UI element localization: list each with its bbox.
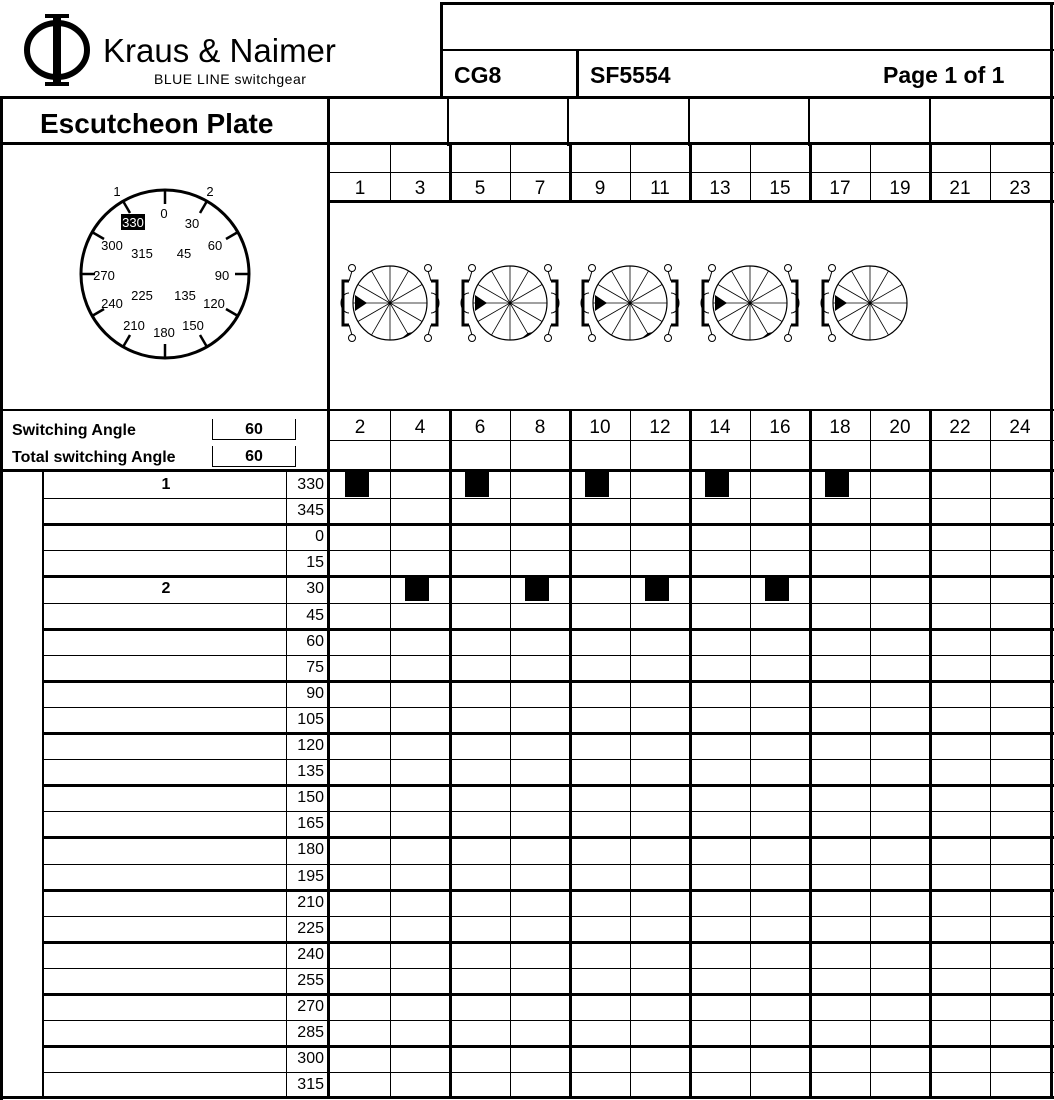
position-label: 1 xyxy=(161,476,171,493)
cam-contact-diagram xyxy=(581,265,679,342)
contact-closed-marker xyxy=(405,576,429,601)
dial-angle-label: 150 xyxy=(182,318,204,333)
angle-value: 15 xyxy=(306,554,324,572)
grid-line xyxy=(929,142,932,203)
grid-line xyxy=(569,142,572,203)
contact-closed-marker xyxy=(825,472,849,497)
grid-line xyxy=(42,811,1054,812)
dial-angle-label: 120 xyxy=(203,296,225,311)
contact-closed-marker xyxy=(705,472,729,497)
program-row xyxy=(0,942,1054,968)
dial-angle-label: 45 xyxy=(176,246,192,261)
contact-number-bottom: 6 xyxy=(474,417,486,438)
program-row xyxy=(0,524,1054,550)
contact-closed-marker xyxy=(765,576,789,601)
dial-angle-label: 315 xyxy=(131,246,153,261)
program-row xyxy=(0,1072,1054,1098)
page-indicator: Page 1 of 1 xyxy=(883,62,1005,88)
contact-number-bottom: 22 xyxy=(949,417,971,438)
grid-line xyxy=(390,142,391,203)
contact-number-top: 13 xyxy=(709,178,731,199)
contact-diagrams xyxy=(330,205,1051,410)
dial-angle-label: 30 xyxy=(184,216,200,231)
grid-line xyxy=(42,968,1054,969)
grid-line xyxy=(330,440,1054,441)
contact-number-bottom: 18 xyxy=(829,417,851,438)
angle-value: 165 xyxy=(297,815,324,833)
contact-number-top: 1 xyxy=(354,178,366,199)
dial-position-label: 2 xyxy=(206,184,214,199)
grid-line xyxy=(447,96,449,146)
contact-number-top: 23 xyxy=(1009,178,1031,199)
grid-line xyxy=(42,575,1054,578)
angle-value: 120 xyxy=(297,737,324,754)
program-row xyxy=(0,759,1054,785)
contact-number-top: 5 xyxy=(474,178,486,199)
grid-line xyxy=(42,680,1054,683)
grid-line xyxy=(42,759,1054,760)
grid-line xyxy=(42,603,1054,604)
grid-line xyxy=(0,96,1054,99)
program-row xyxy=(0,681,1054,707)
grid-line xyxy=(42,1072,1054,1073)
contact-number-bottom: 16 xyxy=(769,417,791,438)
angle-value: 135 xyxy=(297,763,324,781)
grid-line xyxy=(440,49,1054,51)
program-row xyxy=(0,785,1054,811)
grid-line xyxy=(449,142,452,203)
contact-number-bottom: 20 xyxy=(889,417,911,438)
contact-number-top: 19 xyxy=(889,178,911,199)
grid-line xyxy=(42,1045,1054,1048)
grid-line xyxy=(42,523,1054,526)
program-row xyxy=(0,576,1054,602)
program-row xyxy=(0,550,1054,576)
grid-line xyxy=(42,1020,1054,1021)
brand-name: Kraus & Naimer xyxy=(103,32,336,69)
dial-position-label: 1 xyxy=(113,184,121,199)
grid-line xyxy=(809,142,812,203)
section-title: Escutcheon Plate xyxy=(40,108,274,139)
grid-line xyxy=(0,469,1054,472)
grid-line xyxy=(870,142,871,203)
grid-line xyxy=(0,409,1054,411)
contact-number-top: 7 xyxy=(534,178,546,199)
angle-value: 210 xyxy=(297,893,324,911)
angle-value: 330 xyxy=(297,476,324,493)
dial-highlighted-angle: 330 xyxy=(122,215,144,230)
program-row xyxy=(0,1046,1054,1072)
angle-value: 150 xyxy=(297,789,324,807)
contact-number-top: 21 xyxy=(949,178,971,199)
cam-contact-diagram xyxy=(821,265,907,342)
switching-angle-value: 60 xyxy=(212,419,296,440)
angle-value: 90 xyxy=(306,684,324,702)
contact-number-bottom: 24 xyxy=(1009,417,1031,438)
angle-value: 45 xyxy=(306,606,324,624)
program-row xyxy=(0,811,1054,837)
grid-line xyxy=(42,864,1054,865)
contact-number-bottom: 8 xyxy=(534,417,546,438)
grid-line xyxy=(630,142,631,203)
angle-value: 30 xyxy=(306,580,324,598)
contact-number-top: 3 xyxy=(414,178,426,199)
contact-closed-marker xyxy=(345,472,369,497)
angle-value: 315 xyxy=(297,1076,324,1094)
grid-line xyxy=(42,707,1054,708)
program-row xyxy=(0,498,1054,524)
program-row xyxy=(0,1020,1054,1046)
total-switching-angle-value: 60 xyxy=(212,446,296,467)
angle-value: 300 xyxy=(297,1050,324,1068)
angle-value: 0 xyxy=(315,528,324,546)
total-switching-angle-label: Total switching Angle xyxy=(12,449,176,466)
contact-number-bottom: 2 xyxy=(354,417,366,438)
program-row xyxy=(0,864,1054,890)
program-row xyxy=(0,733,1054,759)
angle-value: 345 xyxy=(297,502,324,520)
angle-value: 180 xyxy=(297,841,324,859)
contact-number-top: 11 xyxy=(650,178,670,199)
program-row xyxy=(0,707,1054,733)
part-number: SF5554 xyxy=(590,62,671,88)
program-row xyxy=(0,629,1054,655)
contact-closed-marker xyxy=(465,472,489,497)
grid-line xyxy=(42,732,1054,735)
contact-number-top: 15 xyxy=(769,178,791,199)
grid-line xyxy=(42,889,1054,892)
grid-line xyxy=(576,49,579,97)
contact-closed-marker xyxy=(645,576,669,601)
contact-closed-marker xyxy=(525,576,549,601)
program-row xyxy=(0,916,1054,942)
angle-value: 270 xyxy=(297,998,324,1015)
angle-value: 240 xyxy=(297,945,324,963)
contact-closed-marker xyxy=(585,472,609,497)
switching-angle-label: Switching Angle xyxy=(12,422,136,439)
cam-contact-diagram xyxy=(341,265,439,342)
grid-line xyxy=(330,172,1054,173)
angle-value: 75 xyxy=(306,658,324,676)
angle-value: 255 xyxy=(297,971,324,989)
contact-number-top: 9 xyxy=(594,178,606,199)
grid-line xyxy=(42,550,1054,551)
program-row xyxy=(0,655,1054,681)
grid-line xyxy=(510,142,511,203)
grid-line xyxy=(689,142,692,203)
program-row xyxy=(0,472,1054,498)
cam-contact-diagram xyxy=(701,265,799,342)
grid-line xyxy=(440,2,1054,5)
grid-line xyxy=(42,836,1054,839)
grid-line xyxy=(42,655,1054,656)
dial-angle-label: 60 xyxy=(207,238,223,253)
angle-value: 285 xyxy=(297,1024,324,1042)
dial-angle-label: 180 xyxy=(153,325,175,340)
dial-angle-label: 210 xyxy=(123,318,145,333)
dial-angle-label: 270 xyxy=(93,268,115,283)
kraus-naimer-logo-icon xyxy=(20,10,95,90)
contact-number-bottom: 10 xyxy=(589,417,611,438)
grid-line xyxy=(0,142,1054,145)
grid-line xyxy=(42,941,1054,944)
grid-line xyxy=(0,97,3,1100)
grid-line xyxy=(0,1096,1054,1099)
angle-value: 195 xyxy=(297,867,324,885)
contact-number-bottom: 14 xyxy=(709,417,731,438)
program-row xyxy=(0,890,1054,916)
series-code: CG8 xyxy=(454,62,502,88)
angle-value: 105 xyxy=(297,710,324,728)
grid-line xyxy=(929,96,931,146)
grid-line xyxy=(42,916,1054,917)
dial-angle-label: 300 xyxy=(101,238,123,253)
dial-angle-label: 240 xyxy=(101,296,123,311)
contact-number-top: 17 xyxy=(829,178,851,199)
grid-line xyxy=(42,784,1054,787)
position-label: 2 xyxy=(161,580,171,598)
contact-number-bottom: 12 xyxy=(649,417,671,438)
grid-line xyxy=(808,96,810,146)
grid-line xyxy=(688,96,690,146)
dial-angle-label: 225 xyxy=(131,288,153,303)
grid-line xyxy=(750,142,751,203)
dial-angle-label: 135 xyxy=(174,288,196,303)
dial-angle-label: 90 xyxy=(214,268,230,283)
program-row xyxy=(0,968,1054,994)
brand-tagline: BLUE LINE switchgear xyxy=(154,71,307,87)
grid-line xyxy=(42,498,1054,499)
escutcheon-dial xyxy=(75,180,255,360)
angle-value: 225 xyxy=(297,919,324,937)
program-row xyxy=(0,837,1054,863)
program-row xyxy=(0,994,1054,1020)
grid-line xyxy=(567,96,569,146)
grid-line xyxy=(42,993,1054,996)
grid-line xyxy=(330,200,1054,203)
grid-line xyxy=(990,142,991,203)
grid-line xyxy=(42,628,1054,631)
dial-angle-label: 0 xyxy=(160,206,168,221)
contact-number-bottom: 4 xyxy=(414,417,426,438)
grid-line xyxy=(327,96,330,1099)
cam-contact-diagram xyxy=(461,265,559,342)
program-row xyxy=(0,603,1054,629)
angle-value: 60 xyxy=(306,632,324,650)
